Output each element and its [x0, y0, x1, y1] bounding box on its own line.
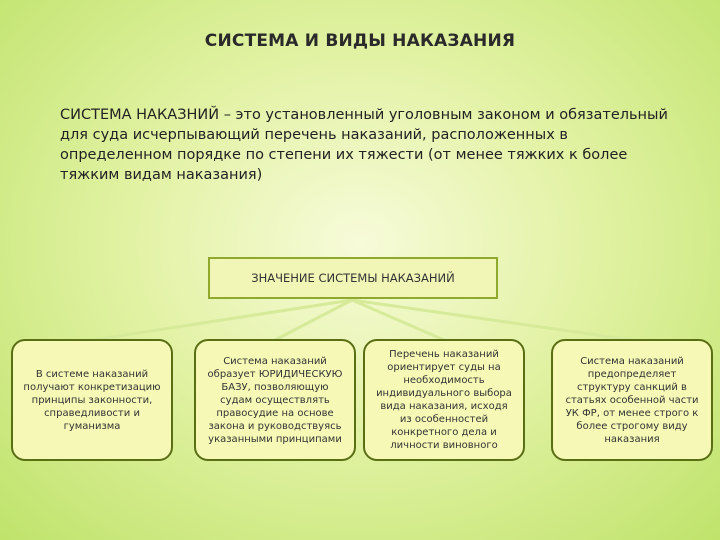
- branch-node-4: [551, 339, 713, 461]
- branch-node-1: [11, 339, 173, 461]
- branch-node-4-text: Система наказаний предопределяет структуру санкций в статьях особенной части УК ФР, от менее строго к более строгому виду наказания: [565, 355, 699, 445]
- center-node: [208, 257, 498, 299]
- branch-node-2-text: Система наказаний образует ЮРИДИЧЕСКУЮ БАЗУ, позволяющую судам осуществлять правосудие на основе закона и руководствуясь указанными принципами: [207, 355, 343, 445]
- definition-text: СИСТЕМА НАКАЗНИЙ – это установленный уголовным законом и обязательный для суда исчерпывающий перечень наказаний, расположенных в определенном порядке по степени их тяжести (от менее тяжких к более тяжким видам наказания): [60, 107, 668, 183]
- branch-node-1-text: В системе наказаний получают конкретизацию принципы законности, справедливости и гуманизма: [23, 368, 161, 432]
- branch-node-2: [194, 339, 356, 461]
- branch-node-3-text: Перечень наказаний ориентирует суды на необходимость индивидуального выбора вида наказания, исходя из особенностей конкретного дела и личности виновного: [376, 349, 512, 451]
- connector-4: [352, 300, 632, 340]
- branch-node-3: [363, 339, 525, 461]
- slide-title: СИСТЕМА И ВИДЫ НАКАЗАНИЯ: [204, 31, 516, 51]
- center-node-label: ЗНАЧЕНИЕ СИСТЕМЫ НАКАЗАНИЙ: [251, 271, 455, 285]
